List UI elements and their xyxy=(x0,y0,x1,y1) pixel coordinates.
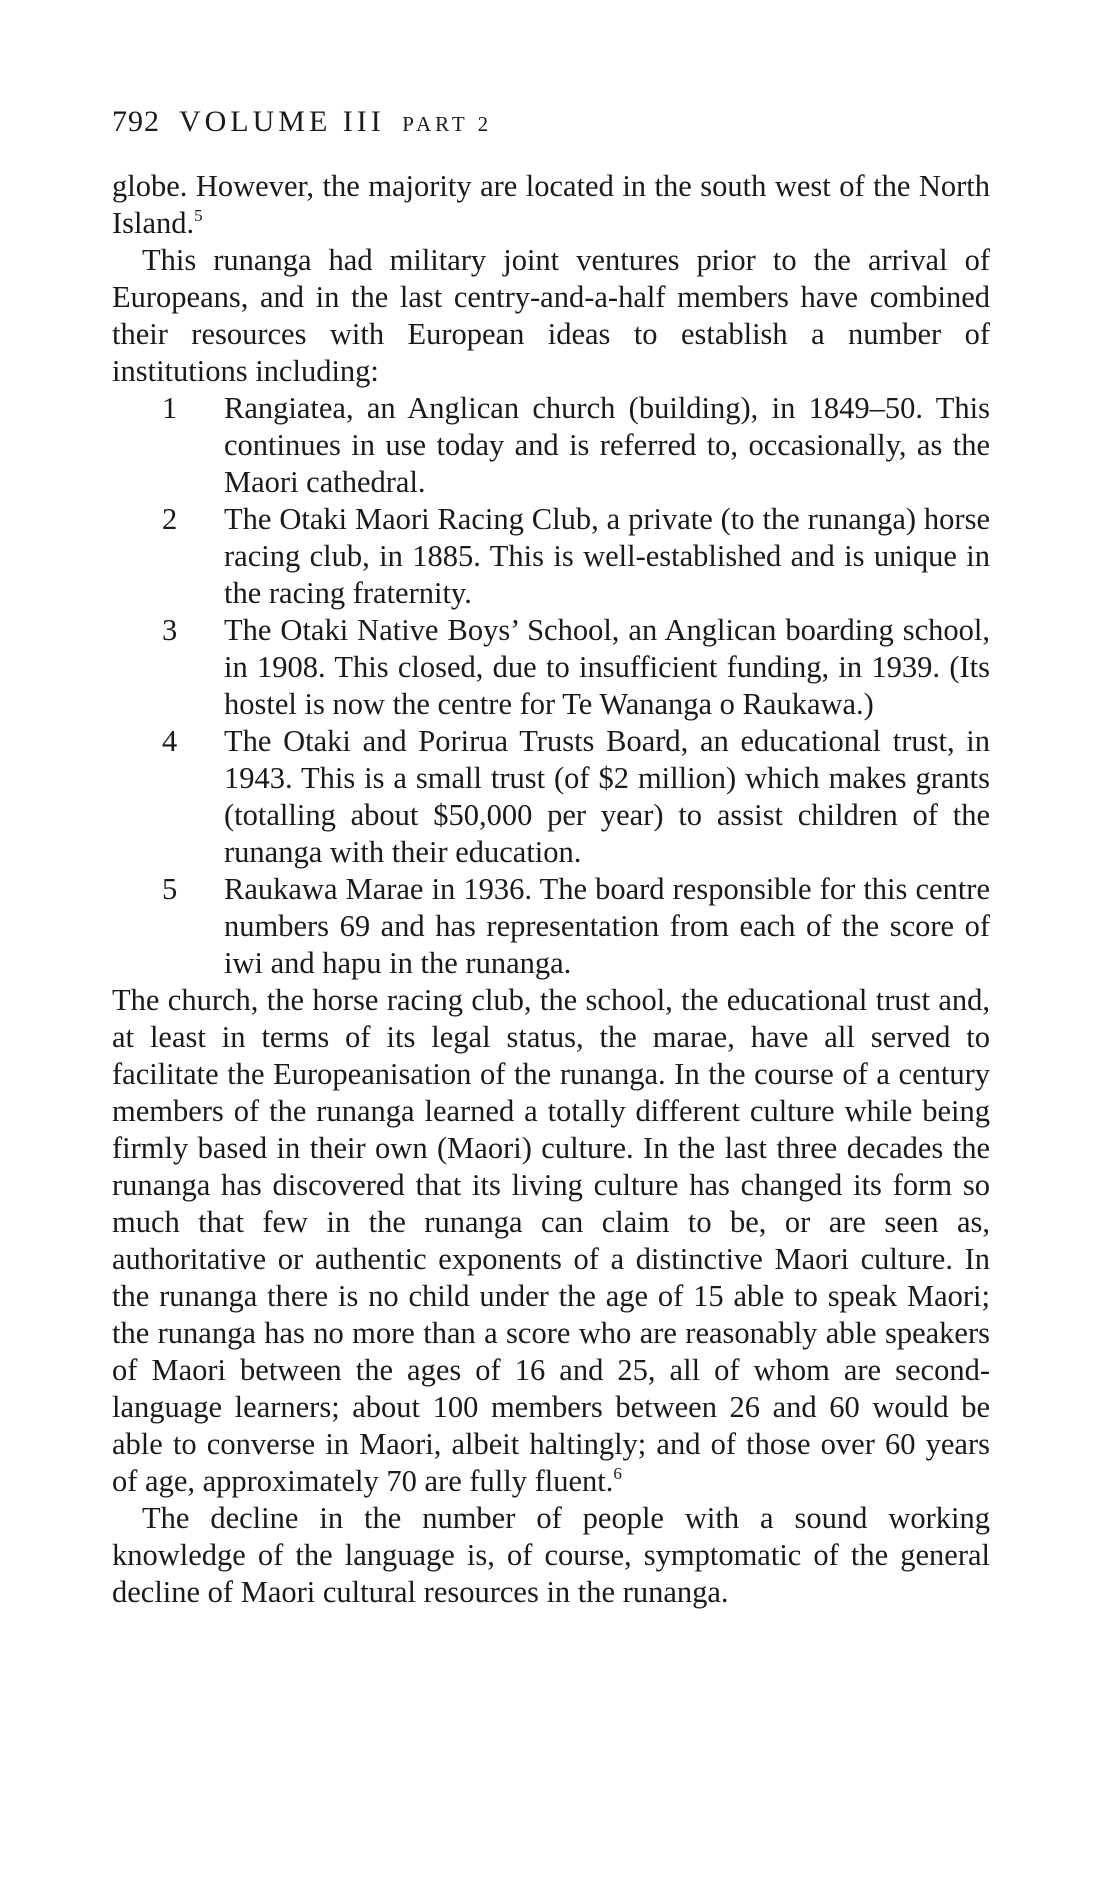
continuation-text: globe. However, the majority are located in the south west of the North Island. xyxy=(112,169,990,240)
list-item-number: 3 xyxy=(162,613,178,647)
list-item xyxy=(112,612,990,723)
institutions-list xyxy=(112,390,990,982)
list-item-number: 2 xyxy=(162,502,178,536)
list-item-number: 1 xyxy=(162,391,178,425)
list-item-text: Rangiatea, an Anglican church (building), in 1849–50. This continues in use today and is referred to, occasionally, as the Maori cathedral. xyxy=(224,391,990,499)
discussion-paragraph xyxy=(112,982,990,1500)
discussion-text: The church, the horse racing club, the school, the educational trust and, at least in terms of its legal status, the marae, have all served to facilitate the Europeanisation of the runanga. In the course of a century members of the runanga learned a totally different culture while being firmly based in their own (Maori) culture. In the last three decades the runanga has discovered that its living culture has changed its form so much that few in the runanga can claim to be, or are seen as, authoritative or authentic exponents of a distinctive Maori culture. In the runanga there is no child under the age of 15 able to speak Maori; the runanga has no more than a score who are reasonably able speakers of Maori between the ages of 16 and 25, all of whom are second-language learners; about 100 members between 26 and 60 would be able to converse in Maori, albeit haltingly; and of those over 60 years of age, approximately 70 are fully fluent. xyxy=(112,983,990,1498)
list-item-number: 5 xyxy=(162,872,178,906)
list-item xyxy=(112,501,990,612)
footnote-ref-6: 6 xyxy=(613,1464,622,1483)
list-item-text: Raukawa Marae in 1936. The board responsible for this centre numbers 69 and has representation from each of the score of iwi and hapu in the runanga. xyxy=(224,872,990,980)
volume-label: VOLUME III xyxy=(178,105,385,138)
page-number: 792 xyxy=(112,105,160,138)
list-item xyxy=(112,723,990,871)
closing-paragraph: The decline in the number of people with a sound working knowledge of the language is, of course, symptomatic of the general decline of Maori cultural resources in the runanga. xyxy=(112,1501,990,1609)
footnote-ref-5: 5 xyxy=(194,206,203,225)
list-item-text: The Otaki Native Boys’ School, an Anglican boarding school, in 1908. This closed, due to insufficient funding, in 1939. (Its hostel is now the centre for Te Wananga o Raukawa.) xyxy=(224,613,990,721)
list-item xyxy=(112,871,990,982)
list-item-text: The Otaki and Porirua Trusts Board, an educational trust, in 1943. This is a small trust (of $2 million) which makes grants (totalling about $50,000 per year) to assist children of the runanga with their education. xyxy=(224,724,990,869)
list-item-text: The Otaki Maori Racing Club, a private (to the runanga) horse racing club, in 1885. This is well-established and is unique in the racing fraternity. xyxy=(224,502,990,610)
part-label: PART 2 xyxy=(402,112,493,136)
list-item-number: 4 xyxy=(162,724,178,758)
running-head xyxy=(112,104,492,142)
continuation-paragraph xyxy=(112,168,990,242)
list-item xyxy=(112,390,990,501)
body-text xyxy=(112,168,990,1611)
intro-paragraph: This runanga had military joint ventures prior to the arrival of Europeans, and in the last centry-and-a-half members have combined their resources with European ideas to establish a number of institutions including: xyxy=(112,243,990,388)
